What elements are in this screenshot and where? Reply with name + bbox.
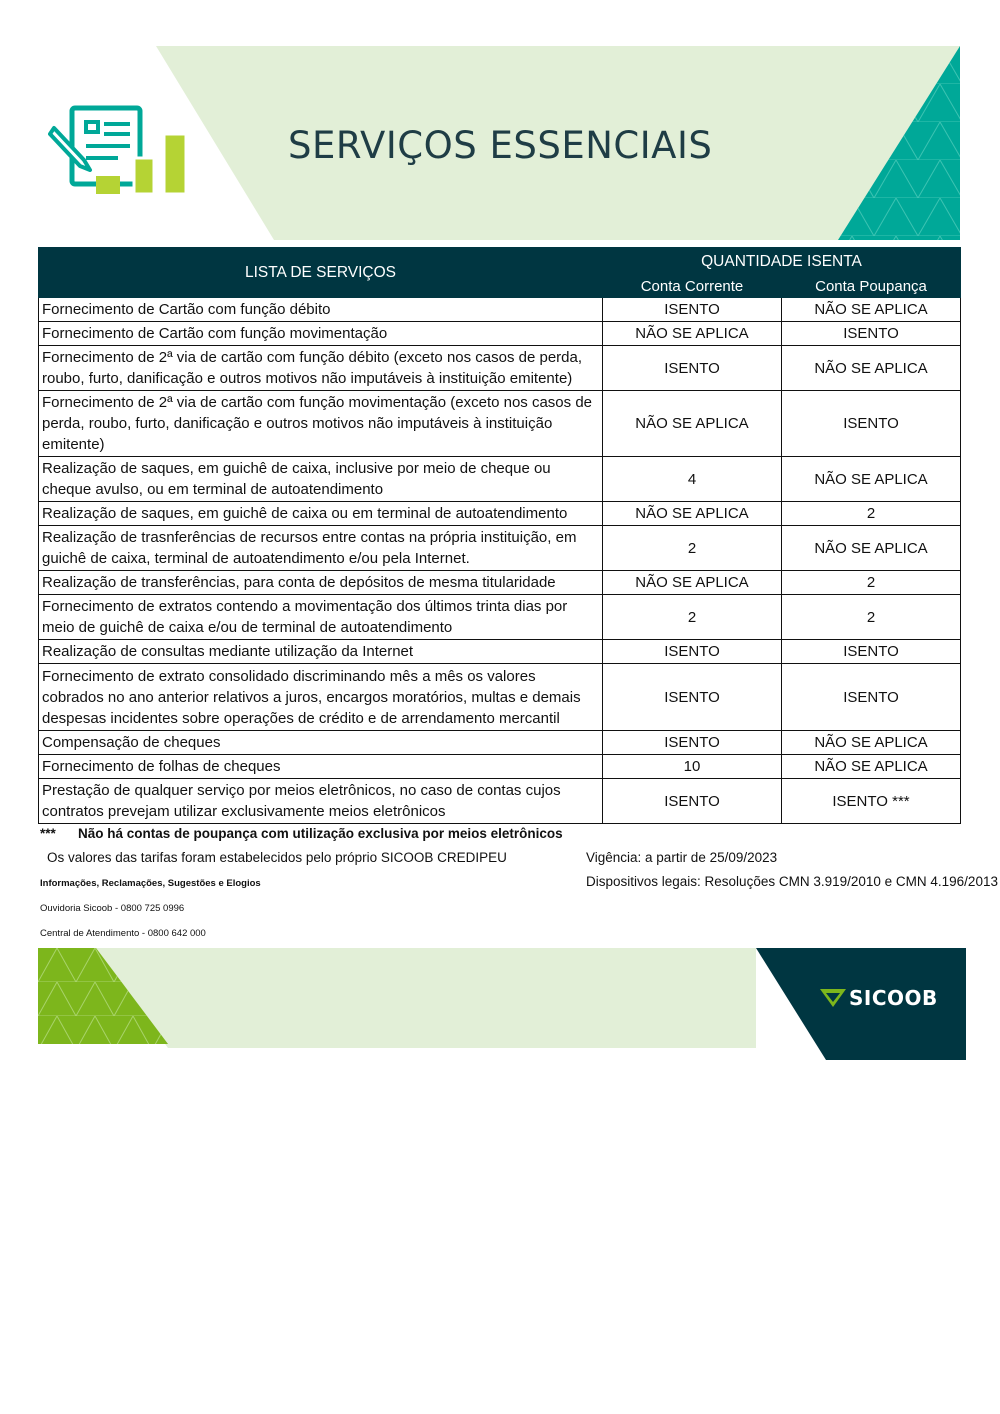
savings-account-value: NÃO SE APLICA xyxy=(782,346,961,391)
central-contact: Central de Atendimento - 0800 642 000 xyxy=(40,928,206,939)
table-row xyxy=(39,779,961,824)
current-account-value: ISENTO xyxy=(603,779,782,824)
table-row xyxy=(39,731,961,755)
savings-account-value: ISENTO *** xyxy=(782,779,961,824)
footnote-marker: *** xyxy=(40,826,56,841)
brand-name: SICOOB xyxy=(849,986,938,1010)
service-name: Realização de transferências, para conta de depósitos de mesma titularidade xyxy=(39,571,603,595)
column-header-quantity: QUANTIDADE ISENTA xyxy=(603,248,961,275)
savings-account-value: NÃO SE APLICA xyxy=(782,298,961,322)
savings-account-value: NÃO SE APLICA xyxy=(782,731,961,755)
service-name: Realização de consultas mediante utilização da Internet xyxy=(39,640,603,664)
current-account-value: ISENTO xyxy=(603,298,782,322)
table-row xyxy=(39,502,961,526)
savings-account-value: 2 xyxy=(782,595,961,640)
current-account-value: NÃO SE APLICA xyxy=(603,571,782,595)
service-name: Fornecimento de 2ª via de cartão com função débito (exceto nos casos de perda, roubo, furto, danificação e outros motivos não imputáveis à instituição emitente) xyxy=(39,346,603,391)
savings-account-value: ISENTO xyxy=(782,322,961,346)
tariff-note: Os valores das tarifas foram estabelecidos pelo próprio SICOOB CREDIPEU xyxy=(47,850,507,865)
table-row xyxy=(39,664,961,731)
service-name: Prestação de qualquer serviço por meios eletrônicos, no caso de contas cujos contratos prevejam utilizar exclusivamente meios eletrônicos xyxy=(39,779,603,824)
table-row xyxy=(39,526,961,571)
service-name: Fornecimento de folhas de cheques xyxy=(39,755,603,779)
current-account-value: ISENTO xyxy=(603,346,782,391)
savings-account-value: ISENTO xyxy=(782,664,961,731)
savings-account-value: ISENTO xyxy=(782,640,961,664)
table-row xyxy=(39,457,961,502)
document-chart-icon xyxy=(48,100,194,196)
contact-heading: Informações, Reclamações, Sugestões e Elogios xyxy=(40,878,261,889)
column-header-services: LISTA DE SERVIÇOS xyxy=(39,248,603,298)
current-account-value: NÃO SE APLICA xyxy=(603,322,782,346)
savings-account-value: ISENTO xyxy=(782,391,961,457)
savings-account-value: 2 xyxy=(782,571,961,595)
table-row xyxy=(39,595,961,640)
service-name: Fornecimento de extrato consolidado discriminando mês a mês os valores cobrados no ano anterior relativos a juros, encargos moratórios, multas e demais despesas incidentes sobre operações de crédito e de arrendamento mercantil xyxy=(39,664,603,731)
ouvidoria-contact: Ouvidoria Sicoob - 0800 725 0996 xyxy=(40,903,185,914)
sicoob-logo-icon xyxy=(820,987,846,1009)
savings-account-value: NÃO SE APLICA xyxy=(782,526,961,571)
current-account-value: NÃO SE APLICA xyxy=(603,502,782,526)
page-title: SERVIÇOS ESSENCIAIS xyxy=(288,124,713,167)
savings-account-value: NÃO SE APLICA xyxy=(782,457,961,502)
service-name: Fornecimento de Cartão com função movimentação xyxy=(39,322,603,346)
current-account-value: 10 xyxy=(603,755,782,779)
current-account-value: 2 xyxy=(603,526,782,571)
savings-account-value: 2 xyxy=(782,502,961,526)
services-table xyxy=(38,247,961,824)
sicoob-logo xyxy=(820,985,938,1011)
table-row xyxy=(39,322,961,346)
table-row xyxy=(39,640,961,664)
service-name: Fornecimento de 2ª via de cartão com função movimentação (exceto nos casos de perda, roubo, furto, danificação e outros motivos não imputáveis à instituição emitente) xyxy=(39,391,603,457)
current-account-value: ISENTO xyxy=(603,640,782,664)
service-name: Compensação de cheques xyxy=(39,731,603,755)
table-row xyxy=(39,298,961,322)
current-account-value: NÃO SE APLICA xyxy=(603,391,782,457)
validity-date: Vigência: a partir de 25/09/2023 xyxy=(586,850,778,865)
current-account-value: ISENTO xyxy=(603,664,782,731)
table-row xyxy=(39,755,961,779)
service-name: Realização de saques, em guichê de caixa, inclusive por meio de cheque ou cheque avulso, ou em terminal de autoatendimento xyxy=(39,457,603,502)
table-row xyxy=(39,391,961,457)
column-header-savings-account: Conta Poupança xyxy=(782,275,961,298)
table-row xyxy=(39,346,961,391)
service-name: Realização de saques, em guichê de caixa ou em terminal de autoatendimento xyxy=(39,502,603,526)
column-header-current-account: Conta Corrente xyxy=(603,275,782,298)
service-name: Fornecimento de Cartão com função débito xyxy=(39,298,603,322)
service-name: Fornecimento de extratos contendo a movimentação dos últimos trinta dias por meio de guichê de caixa e/ou de terminal de autoatendimento xyxy=(39,595,603,640)
current-account-value: 4 xyxy=(603,457,782,502)
footnote-text: Não há contas de poupança com utilização exclusiva por meios eletrônicos xyxy=(78,826,563,841)
savings-footnote xyxy=(40,826,563,841)
service-name: Realização de trasnferências de recursos entre contas na própria instituição, em guichê de caixa, terminal de autoatendimento e/ou pela Internet. xyxy=(39,526,603,571)
savings-account-value: NÃO SE APLICA xyxy=(782,755,961,779)
table-row xyxy=(39,571,961,595)
current-account-value: ISENTO xyxy=(603,731,782,755)
legal-provisions: Dispositivos legais: Resoluções CMN 3.919/2010 e CMN 4.196/2013 xyxy=(586,874,998,889)
current-account-value: 2 xyxy=(603,595,782,640)
